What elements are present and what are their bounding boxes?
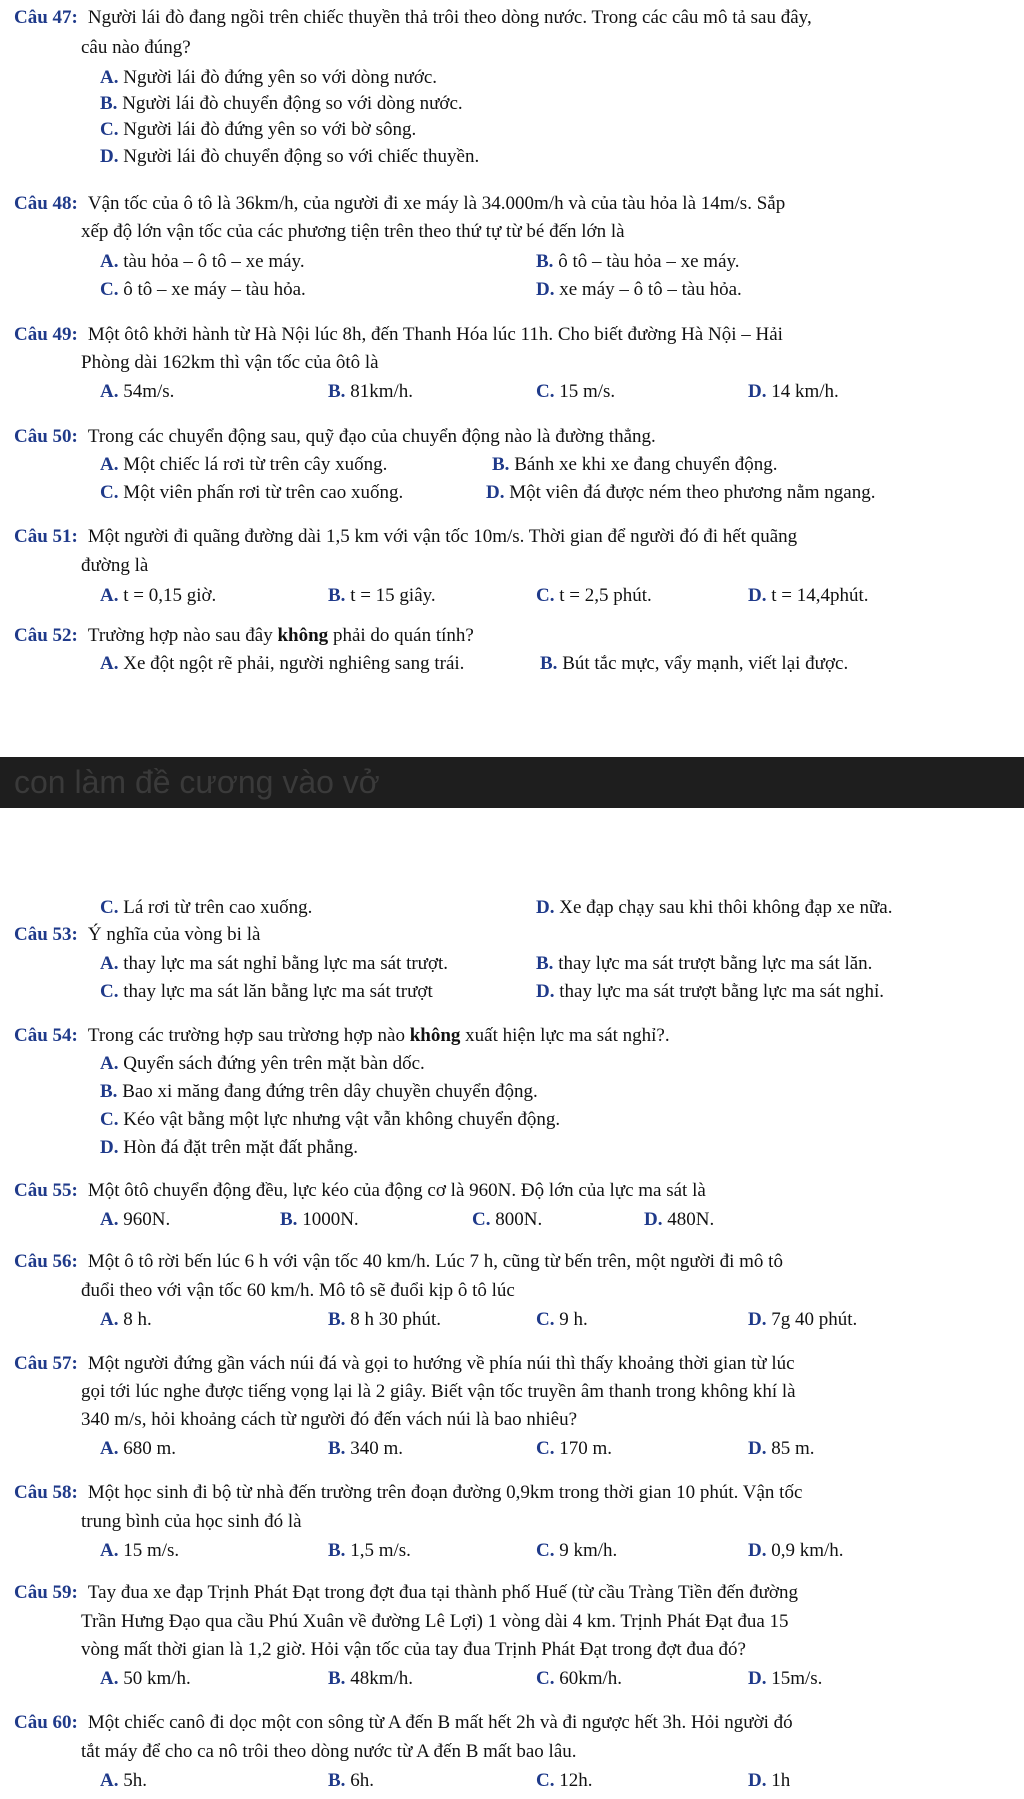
question-stem bbox=[14, 1352, 1014, 1376]
option-c[interactable]: C. ô tô – xe máy – tàu hỏa. bbox=[100, 279, 306, 300]
option-d[interactable]: D. t = 14,4phút. bbox=[748, 585, 869, 606]
option-c[interactable]: C. 9 h. bbox=[536, 1309, 588, 1330]
stem-line: Phòng dài 162km thì vận tốc của ôtô là bbox=[81, 352, 379, 373]
option-b[interactable]: B. 48km/h. bbox=[328, 1668, 413, 1689]
stem-line: vòng mất thời gian là 1,2 giờ. Hỏi vận tốc của tay đua Trịnh Phát Đạt trong đợt đua đó? bbox=[81, 1639, 746, 1660]
option-a[interactable]: A. Xe đột ngột rẽ phải, người nghiêng sang trái. bbox=[100, 653, 465, 674]
question-stem bbox=[14, 323, 1014, 347]
option-b[interactable]: B. ô tô – tàu hỏa – xe máy. bbox=[536, 251, 740, 272]
emphasis-not: không bbox=[409, 1025, 461, 1046]
option-c[interactable]: C. 15 m/s. bbox=[536, 381, 616, 402]
option-c[interactable]: C. 12h. bbox=[536, 1770, 593, 1791]
option-c[interactable]: C. Kéo vật bằng một lực nhưng vật vẫn không chuyển động. bbox=[100, 1109, 561, 1130]
stem-line: đường là bbox=[81, 555, 149, 576]
question-stem bbox=[14, 425, 1014, 449]
option-a[interactable]: A. 5h. bbox=[100, 1770, 147, 1791]
stem-line: Một học sinh đi bộ từ nhà đến trường trên đoạn đường 0,9km trong thời gian 10 phút. Vận tốc bbox=[87, 1482, 803, 1503]
question-label: Câu 50: bbox=[14, 426, 78, 447]
option-c[interactable]: C. Lá rơi từ trên cao xuống. bbox=[100, 897, 313, 918]
stem-line: Một người đứng gần vách núi đá và gọi to hướng về phía núi thì thấy khoảng thời gian từ lúc bbox=[87, 1353, 795, 1374]
option-d[interactable]: D. 7g 40 phút. bbox=[748, 1309, 858, 1330]
option-d[interactable]: D. 0,9 km/h. bbox=[748, 1540, 844, 1561]
stem-line: xếp độ lớn vận tốc của các phương tiện trên theo thứ tự từ bé đến lớn là bbox=[81, 221, 625, 242]
stem-line: Vận tốc của ô tô là 36km/h, của người đi xe máy là 34.000m/h và của tàu hỏa là 14m/s. Sắp bbox=[87, 193, 786, 214]
stem-line: trung bình của học sinh đó là bbox=[81, 1511, 302, 1532]
question-stem bbox=[14, 525, 1014, 549]
question-stem bbox=[14, 1711, 1014, 1735]
option-c[interactable]: C. thay lực ma sát lăn bằng lực ma sát trượt bbox=[100, 981, 433, 1002]
option-b[interactable]: B. Bánh xe khi xe đang chuyển động. bbox=[492, 454, 778, 475]
option-c[interactable]: C. 9 km/h. bbox=[536, 1540, 618, 1561]
option-d[interactable]: D. thay lực ma sát trượt bằng lực ma sát nghỉ. bbox=[536, 981, 885, 1002]
option-c[interactable]: C. 800N. bbox=[472, 1209, 543, 1230]
option-a[interactable]: A. thay lực ma sát nghỉ bằng lực ma sát trượt. bbox=[100, 953, 449, 974]
option-a[interactable]: A. Người lái đò đứng yên so với dòng nước. bbox=[100, 67, 438, 88]
option-d[interactable]: D. Một viên đá được ném theo phương nằm ngang. bbox=[486, 482, 876, 503]
stem-line: Trong các chuyển động sau, quỹ đạo của chuyển động nào là đường thẳng. bbox=[87, 426, 656, 447]
question-label: Câu 51: bbox=[14, 526, 78, 547]
option-a[interactable]: A. t = 0,15 giờ. bbox=[100, 585, 217, 606]
stem-line: Một người đi quãng đường dài 1,5 km với vận tốc 10m/s. Thời gian để người đó đi hết quãng bbox=[87, 526, 798, 547]
question-stem bbox=[14, 1581, 1014, 1605]
question-label: Câu 52: bbox=[14, 625, 78, 646]
question-stem: Câu 54: Trong các trường hợp sau trừơng hợp nào không xuất hiện lực ma sát nghỉ?. bbox=[14, 1025, 670, 1046]
stem-line: Tay đua xe đạp Trịnh Phát Đạt trong đợt đua tại thành phố Huế (từ cầu Tràng Tiền đến đường bbox=[87, 1582, 798, 1603]
stem-line: đuổi theo với vận tốc 60 km/h. Mô tô sẽ đuổi kịp ô tô lúc bbox=[81, 1280, 515, 1301]
question-label: Câu 57: bbox=[14, 1353, 78, 1374]
stem-line: 340 m/s, hỏi khoảng cách từ người đó đến vách núi là bao nhiêu? bbox=[81, 1409, 578, 1430]
stem-line: gọi tới lúc nghe được tiếng vọng lại là 2 giây. Biết vận tốc truyền âm thanh trong không khí là bbox=[81, 1381, 796, 1402]
option-b[interactable]: B. t = 15 giây. bbox=[328, 585, 436, 606]
option-a[interactable]: A. 54m/s. bbox=[100, 381, 175, 402]
option-b[interactable]: B. thay lực ma sát trượt bằng lực ma sát lăn. bbox=[536, 953, 873, 974]
option-a[interactable]: A. Một chiếc lá rơi từ trên cây xuống. bbox=[100, 454, 388, 475]
option-d[interactable]: D. 15m/s. bbox=[748, 1668, 823, 1689]
option-a[interactable]: A. tàu hỏa – ô tô – xe máy. bbox=[100, 251, 305, 272]
question-label: Câu 47: bbox=[14, 7, 78, 28]
option-b[interactable]: B. 81km/h. bbox=[328, 381, 413, 402]
question-stem bbox=[14, 6, 1014, 30]
option-d[interactable]: D. 85 m. bbox=[748, 1438, 815, 1459]
option-d[interactable]: D. 14 km/h. bbox=[748, 381, 839, 402]
option-b[interactable]: B. 340 m. bbox=[328, 1438, 403, 1459]
option-b[interactable]: B. Người lái đò chuyển động so với dòng nước. bbox=[100, 93, 463, 114]
option-d[interactable]: D. 1h bbox=[748, 1770, 791, 1791]
stem-line: Ý nghĩa của vòng bi là bbox=[87, 924, 261, 945]
option-d[interactable]: D. 480N. bbox=[644, 1209, 715, 1230]
question-stem bbox=[14, 1179, 1014, 1203]
question-stem bbox=[14, 1250, 1014, 1274]
question-label: Câu 54: bbox=[14, 1025, 78, 1046]
question-label: Câu 56: bbox=[14, 1251, 78, 1272]
emphasis-not: không bbox=[277, 625, 329, 646]
question-label: Câu 49: bbox=[14, 324, 78, 345]
question-label: Câu 48: bbox=[14, 193, 78, 214]
option-b[interactable]: B. 8 h 30 phút. bbox=[328, 1309, 441, 1330]
option-c[interactable]: C. 170 m. bbox=[536, 1438, 613, 1459]
stem-line: Một ôtô khởi hành từ Hà Nội lúc 8h, đến Thanh Hóa lúc 11h. Cho biết đường Hà Nội – Hải bbox=[87, 324, 783, 345]
option-c[interactable]: C. t = 2,5 phút. bbox=[536, 585, 652, 606]
stem-line: Một ô tô rời bến lúc 6 h với vận tốc 40 km/h. Lúc 7 h, cũng từ bến trên, một người đi mô tô bbox=[87, 1251, 783, 1272]
stem-line: tắt máy để cho ca nô trôi theo dòng nước từ A đến B mất bao lâu. bbox=[81, 1741, 577, 1762]
question-stem bbox=[14, 923, 1014, 947]
question-label: Câu 59: bbox=[14, 1582, 78, 1603]
option-c[interactable]: C. Một viên phấn rơi từ trên cao xuống. bbox=[100, 482, 404, 503]
question-stem bbox=[14, 192, 1014, 216]
stem-line: câu nào đúng? bbox=[81, 37, 191, 58]
question-stem bbox=[14, 1481, 1014, 1505]
option-b[interactable]: B. 1000N. bbox=[280, 1209, 359, 1230]
option-b[interactable]: B. Bao xi măng đang đứng trên dây chuyền chuyển động. bbox=[100, 1081, 538, 1102]
stem-line: Một chiếc canô đi dọc một con sông từ A đến B mất hết 2h và đi ngược hết 3h. Hỏi người đó bbox=[87, 1712, 793, 1733]
stem-line: Một ôtô chuyển động đều, lực kéo của động cơ là 960N. Độ lớn của lực ma sát là bbox=[87, 1180, 706, 1201]
stem-line: Người lái đò đang ngồi trên chiếc thuyền thả trôi theo dòng nước. Trong các câu mô tả sau đây, bbox=[87, 7, 812, 28]
option-d[interactable]: D. Người lái đò chuyển động so với chiếc thuyền. bbox=[100, 146, 480, 167]
option-b[interactable]: B. Bút tắc mực, vẩy mạnh, viết lại được. bbox=[540, 653, 849, 674]
option-b[interactable]: B. 6h. bbox=[328, 1770, 374, 1791]
option-a[interactable]: A. 680 m. bbox=[100, 1438, 177, 1459]
option-d[interactable]: D. xe máy – ô tô – tàu hỏa. bbox=[536, 279, 742, 300]
option-a[interactable]: A. 15 m/s. bbox=[100, 1540, 180, 1561]
option-d[interactable]: D. Xe đạp chạy sau khi thôi không đạp xe nữa. bbox=[536, 897, 893, 918]
option-d[interactable]: D. Hòn đá đặt trên mặt đất phẳng. bbox=[100, 1137, 359, 1158]
option-b[interactable]: B. 1,5 m/s. bbox=[328, 1540, 411, 1561]
option-c[interactable]: C. 60km/h. bbox=[536, 1668, 623, 1689]
question-stem: Câu 52: Trường hợp nào sau đây không phải do quán tính? bbox=[14, 625, 474, 646]
question-label: Câu 60: bbox=[14, 1712, 78, 1733]
stem-line: Trần Hưng Đạo qua cầu Phú Xuân về đường Lê Lợi) 1 vòng dài 4 km. Trịnh Phát Đạt đua 15 bbox=[81, 1611, 789, 1632]
question-label: Câu 53: bbox=[14, 924, 78, 945]
question-label: Câu 58: bbox=[14, 1482, 78, 1503]
option-a[interactable]: A. 960N. bbox=[100, 1209, 171, 1230]
question-label: Câu 55: bbox=[14, 1180, 78, 1201]
option-a[interactable]: A. Quyển sách đứng yên trên mặt bàn dốc. bbox=[100, 1053, 425, 1074]
option-c[interactable]: C. Người lái đò đứng yên so với bờ sông. bbox=[100, 119, 417, 140]
note-banner: con làm đề cương vào vở bbox=[0, 757, 1024, 808]
option-a[interactable]: A. 50 km/h. bbox=[100, 1668, 191, 1689]
option-a[interactable]: A. 8 h. bbox=[100, 1309, 152, 1330]
